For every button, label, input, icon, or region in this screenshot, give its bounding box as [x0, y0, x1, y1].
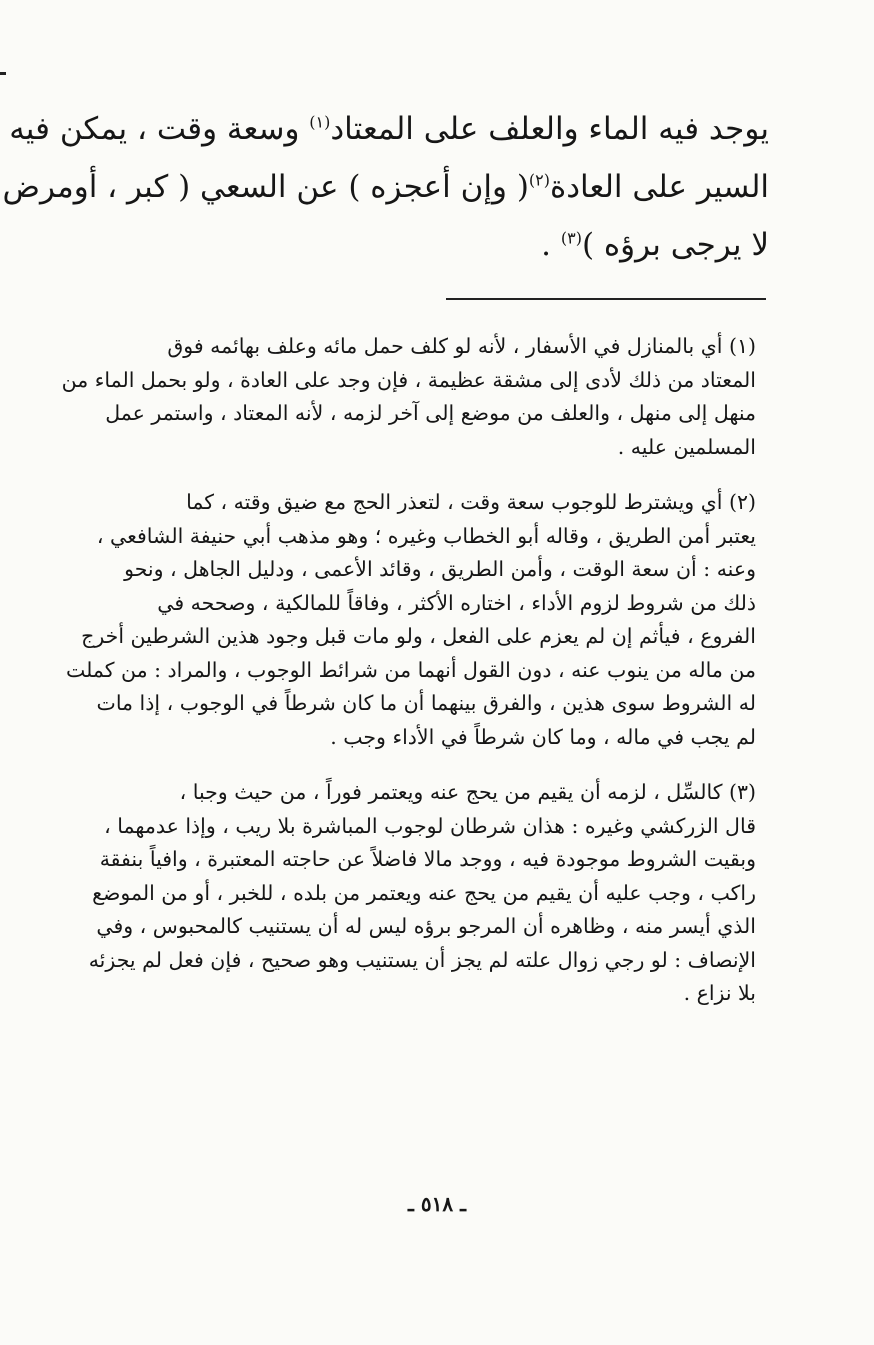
- footnote-line: قال الزركشي وغيره : هذان شرطان لوجوب المباشرة بلا ريب ، وإذا عدمهما ،: [104, 813, 756, 838]
- footnote-line: (٢) أي ويشترط للوجوب سعة وقت ، لتعذر الحج مع ضيق وقته ، كما: [186, 490, 756, 514]
- footnote-line: ذلك من شروط لزوم الأداء ، اختاره الأكثر ، وفاقاً للمالكية ، وصححه في: [157, 590, 756, 615]
- footnote-line: الإنصاف : لو رجي زوال علته لم يجز أن يستنيب وهو صحيح ، فإن فعل لم يجزئه: [88, 947, 756, 972]
- main-text-line-3: لا يرجى برؤه )$^{(٣)}$ .: [541, 227, 769, 263]
- main-text-line-1: يوجد فيه الماء والعلف على المعتاد$^{(١)}$ وسعة وقت ، يمكن فيه: [9, 111, 769, 147]
- footnote-ref-3: (٣): [560, 228, 582, 248]
- footnote-line: الفروع ، فيأثم إن لم يعزم على الفعل ، ولو مات قبل وجود هذين الشرطين أخرج: [81, 624, 756, 648]
- footnote-line: لم يجب في ماله ، وما كان شرطاً في الأداء وجب .: [330, 724, 756, 749]
- footnote-1: [36, 330, 756, 464]
- footnote-line: (٣) كالسِّل ، لزمه أن يقيم من يحج عنه ويعتمر فوراً ، من حيث وجبا ،: [179, 780, 756, 804]
- footnote-line: بلا نزاع .: [683, 981, 756, 1005]
- footnote-ref-1: (١): [309, 112, 331, 132]
- footnote-line: المعتاد من ذلك لأدى إلى مشقة عظيمة ، فإن وجد على العادة ، ولو بحمل الماء من: [61, 367, 756, 392]
- footnote-ref-2: (٢): [528, 170, 551, 190]
- footnote-line: وعنه : أن سعة الوقت ، وأمن الطريق ، وقائد الأعمى ، ودليل الجاهل ، ونحو: [124, 557, 756, 581]
- footnote-line: راكب ، وجب عليه أن يقيم من يحج عنه ويعتمر من بلده ، للخبر ، أو من الموضع: [92, 880, 756, 905]
- edge-mark: [0, 72, 6, 75]
- footnote-2: [36, 486, 756, 754]
- main-text: [2, 100, 769, 274]
- footnote-line: يعتبر أمن الطريق ، وقاله أبو الخطاب وغيره ؛ وهو مذهب أبي حنيفة الشافعي ،: [96, 523, 756, 548]
- page-number: ـ ٥١٨ ـ: [408, 1192, 466, 1216]
- footnote-line: المسلمين عليه .: [617, 434, 756, 459]
- footnote-line: منهل إلى منهل ، والعلف من موضع إلى آخر لزمه ، لأنه المعتاد ، واستمر عمل: [105, 401, 756, 425]
- main-text-line-2: السير على العادة$^{(٢)}$( وإن أعجزه ) عن السعي ( كبر ، أومرض: [2, 169, 769, 205]
- footnote-3: [36, 776, 756, 1011]
- footnote-separator: [446, 298, 766, 300]
- footnote-line: له الشروط سوى هذين ، والفرق بينهما أن ما كان شرطاً في الوجوب ، إذا مات: [96, 691, 756, 715]
- footnote-line: الذي أيسر منه ، وظاهره أن المرجو برؤه ليس له أن يستنيب كالمحبوس ، وفي: [96, 914, 756, 938]
- footnote-line: من ماله من ينوب عنه ، دون القول أنهما من شرائط الوجوب ، والمراد : من كملت: [65, 657, 756, 682]
- footnote-line: (١) أي بالمنازل في الأسفار ، لأنه لو كلف حمل مائه وعلف بهائمه فوق: [167, 334, 756, 358]
- footnote-line: وبقيت الشروط موجودة فيه ، ووجد مالا فاضلاً عن حاجته المعتبرة ، وافياً بنفقة: [99, 847, 756, 871]
- footnotes: [36, 330, 756, 1033]
